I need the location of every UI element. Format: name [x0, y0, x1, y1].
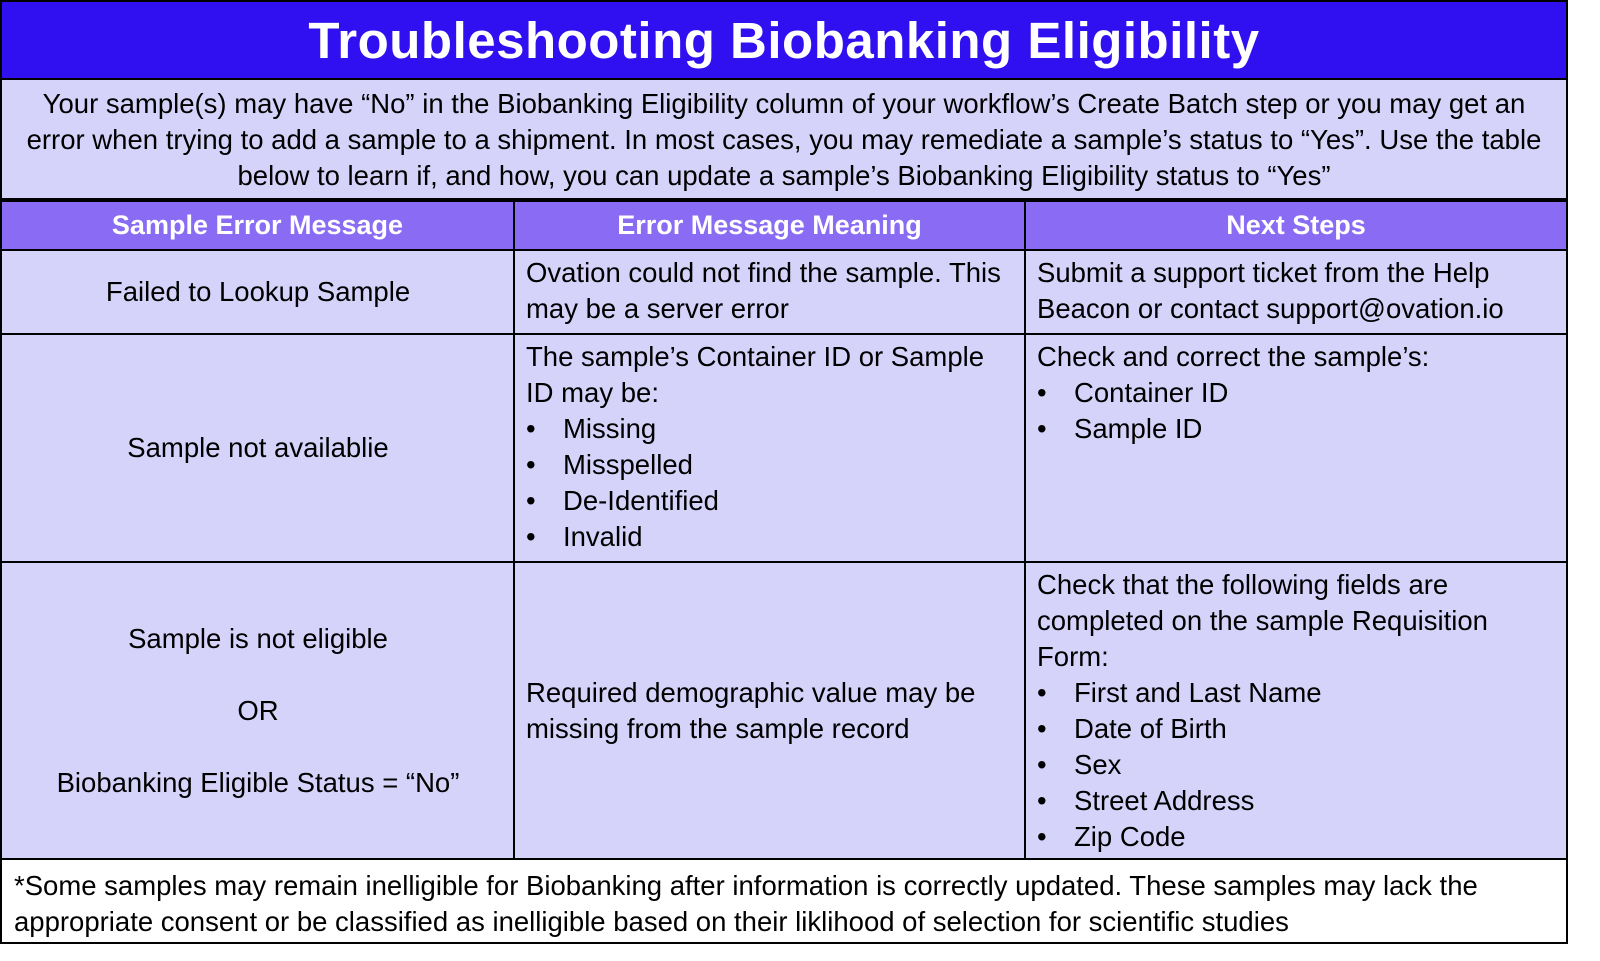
meaning-cell — [514, 250, 1025, 334]
page-title: Troubleshooting Biobanking Eligibility — [308, 11, 1260, 69]
meaning-text: Required demographic value may be missing from the sample record — [526, 677, 976, 744]
next-steps-cell — [1025, 250, 1566, 334]
troubleshooting-table — [2, 200, 1566, 861]
list-item: • Invalid — [526, 519, 1014, 555]
table-row — [2, 562, 1566, 860]
list-item: • Street Address — [1037, 783, 1556, 819]
list-item: • Missing — [526, 411, 1014, 447]
list-item: • De-Identified — [526, 483, 1014, 519]
list-item: • Container ID — [1037, 375, 1556, 411]
list-item: • Date of Birth — [1037, 711, 1556, 747]
next-steps-cell — [1025, 334, 1566, 562]
error-message-line: Sample is not eligible — [128, 623, 388, 654]
header-sample-error-message: Sample Error Message — [2, 201, 514, 250]
next-steps-cell — [1025, 562, 1566, 860]
next-steps-bullet-list — [1037, 375, 1556, 447]
error-message-cell: Sample not availablie — [2, 334, 514, 562]
intro-paragraph: Your sample(s) may have “No” in the Biobanking Eligibility column of your workflow’s Create Batch step or you may get an error when trying to add a sample to a shipment. In most cases, you may remediate a sample’s status to “Yes”. Use the table below to learn if, and how, you can update a sample’s Biobanking Eligibility status to “Yes” — [2, 80, 1566, 200]
table-row — [2, 250, 1566, 334]
list-item: • First and Last Name — [1037, 675, 1556, 711]
header-error-message-meaning: Error Message Meaning — [514, 201, 1025, 250]
error-message-or: OR — [237, 695, 279, 726]
header-next-steps: Next Steps — [1025, 201, 1566, 250]
table-header-row — [2, 201, 1566, 250]
next-steps-text: Submit a support ticket from the Help Beacon or contact support@ovation.io — [1037, 257, 1504, 324]
meaning-cell — [514, 562, 1025, 860]
meaning-cell — [514, 334, 1025, 562]
error-message-cell — [2, 562, 514, 860]
list-item: • Sample ID — [1037, 411, 1556, 447]
error-message-line: Biobanking Eligible Status = “No” — [56, 767, 460, 798]
title-banner — [2, 2, 1566, 80]
list-item: • Zip Code — [1037, 819, 1556, 855]
list-item: • Misspelled — [526, 447, 1014, 483]
error-message-cell: Failed to Lookup Sample — [2, 250, 514, 334]
next-steps-bullet-list — [1037, 675, 1556, 855]
next-steps-text: Check that the following fields are completed on the sample Requisition Form: — [1037, 569, 1488, 672]
meaning-text: The sample’s Container ID or Sample ID may be: — [526, 341, 985, 408]
list-item: • Sex — [1037, 747, 1556, 783]
meaning-text: Ovation could not find the sample. This may be a server error — [526, 257, 1001, 324]
meaning-bullet-list — [526, 411, 1014, 555]
table-row — [2, 334, 1566, 562]
footnote: *Some samples may remain inelligible for Biobanking after information is correctly updated. These samples may lack the appropriate consent or be classified as inelligible based on their liklihood of selection for scientific studies — [2, 858, 1566, 942]
next-steps-text: Check and correct the sample’s: — [1037, 341, 1430, 372]
